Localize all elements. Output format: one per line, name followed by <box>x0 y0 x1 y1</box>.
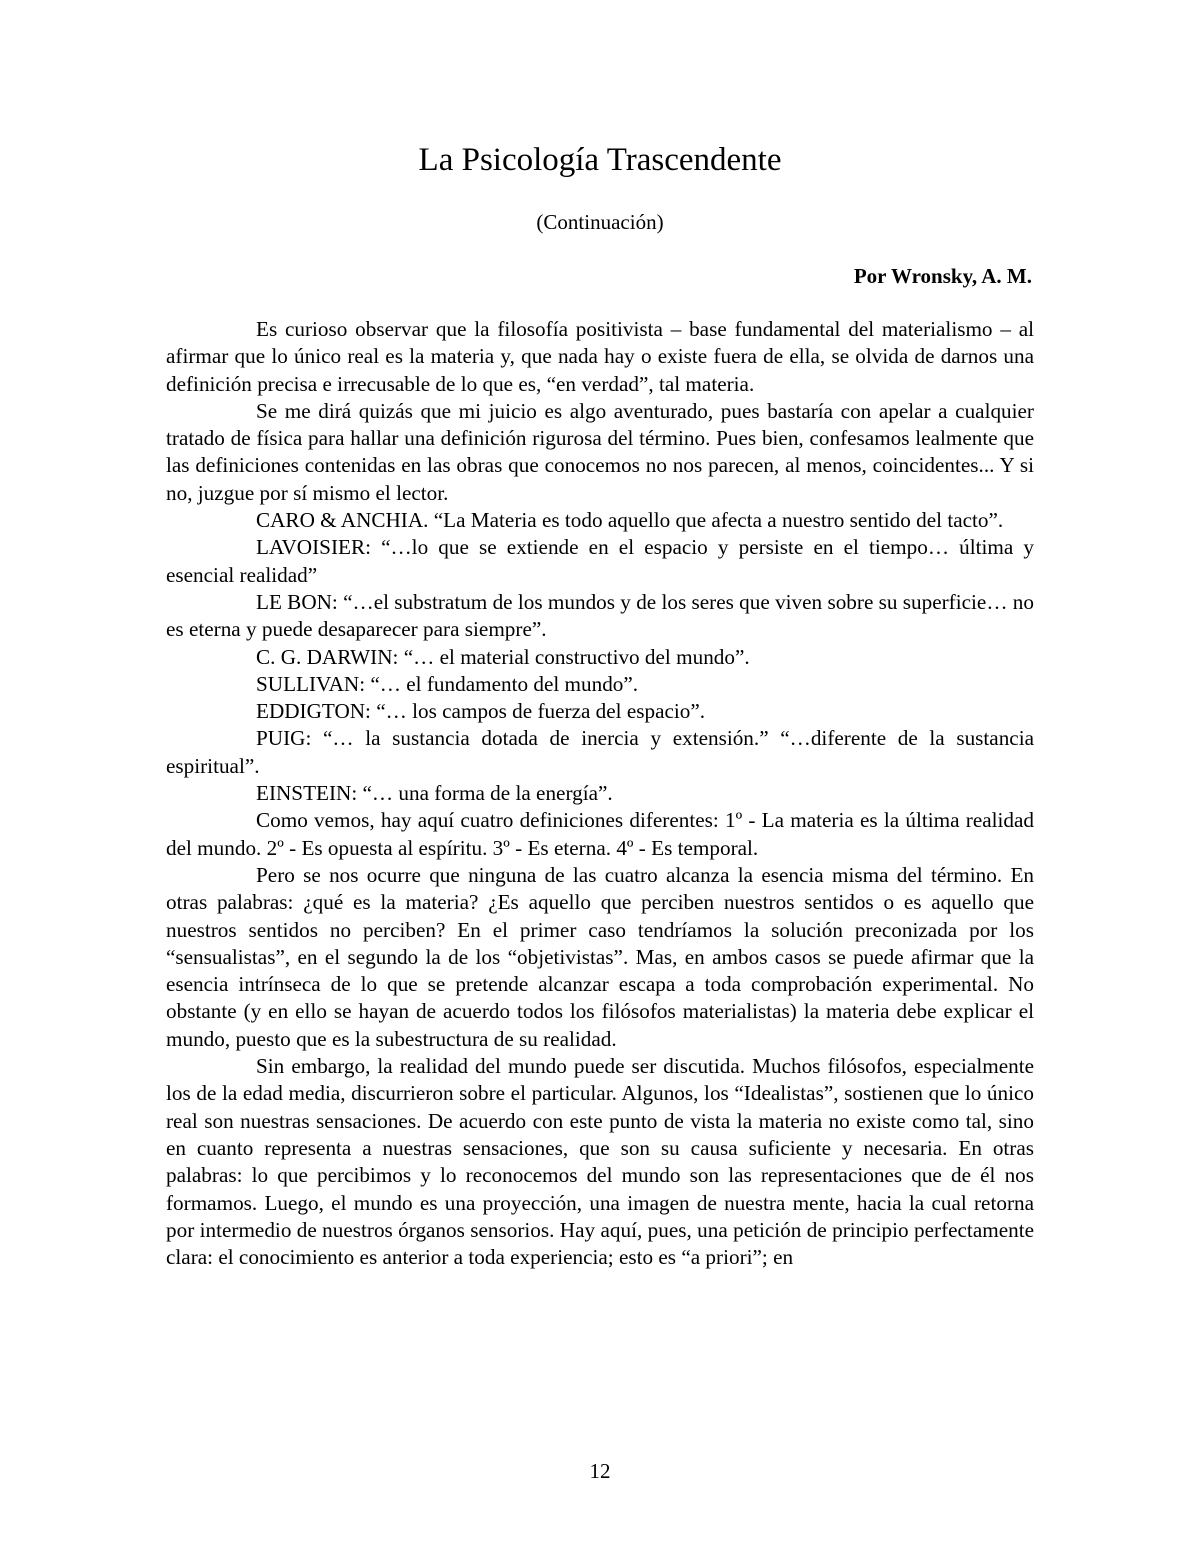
page-title: La Psicología Trascendente <box>418 142 782 178</box>
paragraph: PUIG: “… la sustancia dotada de inercia y extensión.” “…diferente de la sustancia espiritual”. <box>166 726 1034 778</box>
paragraph: Es curioso observar que la filosofía positivista – base fundamental del materialismo – al afirmar que lo único real es la materia y, que nada hay o existe fuera de ella, se olvida de darnos una definición precisa e irrecusable de lo que es, “en verdad”, tal materia. <box>166 317 1034 396</box>
paragraph: Sin embargo, la realidad del mundo puede ser discutida. Muchos filósofos, especialmente los de la edad media, discurrieron sobre el particular. Algunos, los “Idealistas”, sostienen que lo único real son nuestras sensaciones. De acuerdo con este punto de vista la materia no existe como tal, sino en cuanto representa a nuestras sensaciones, que son su causa suficiente y necesaria. En otras palabras: lo que percibimos y lo reconocemos del mundo son las representaciones que de él nos formamos. Luego, el mundo es una proyección, una imagen de nuestra mente, hacia la cual retorna por intermedio de nuestros órganos sensorios. Hay aquí, pues, una petición de principio perfectamente clara: el conocimiento es anterior a toda experiencia; esto es “a priori”; en <box>166 1054 1034 1270</box>
paragraph: C. G. DARWIN: “… el material constructivo del mundo”. <box>256 644 750 669</box>
page-subtitle: (Continuación) <box>536 210 664 234</box>
paragraph: Se me dirá quizás que mi juicio es algo aventurado, pues bastaría con apelar a cualquier tratado de física para hallar una definición rigurosa del término. Pues bien, confesamos lealmente que las definiciones contenidas en las obras que conocemos no nos parecen, al menos, coincidentes... Y si no, juzgue por sí mismo el lector. <box>166 398 1034 505</box>
author-byline: Por Wronsky, A. M. <box>853 264 1032 288</box>
paragraph: LE BON: “…el substratum de los mundos y de los seres que viven sobre su superficie… no es eterna y puede desaparecer para siempre”. <box>166 589 1034 642</box>
paragraph: Pero se nos ocurre que ninguna de las cuatro alcanza la esencia misma del término. En otras palabras: ¿qué es la materia? ¿Es aquello que perciben nuestros sentidos o es aquello que nuestros sentidos no perciben? En el primer caso tendríamos la solución preconizada por los “sensualistas”, en el segundo la de los “objetivistas”. Mas, en ambos casos se puede afirmar que la esencia intrínseca de lo que se pretende alcanzar escapa a toda comprobación experimental. No obstante (y en ello se hayan de acuerdo todos los filósofos materialistas) la materia debe explicar el mundo, puesto que es la subestructura de su realidad. <box>166 862 1034 1051</box>
paragraph: CARO & ANCHIA. “La Materia es todo aquello que afecta a nuestro sentido del tacto”. <box>256 508 1004 533</box>
paragraph: EDDIGTON: “… los campos de fuerza del espacio”. <box>256 699 706 724</box>
article-body <box>166 316 1034 1271</box>
paragraph: SULLIVAN: “… el fundamento del mundo”. <box>256 671 639 696</box>
page-number: 12 <box>589 1459 611 1483</box>
paragraph: EINSTEIN: “… una forma de la energía”. <box>256 781 613 806</box>
paragraph: Como vemos, hay aquí cuatro definiciones diferentes: 1º - La materia es la última realidad del mundo. 2º - Es opuesta al espíritu. 3º - Es eterna. 4º - Es temporal. <box>166 808 1034 860</box>
paragraph: LAVOISIER: “…lo que se extiende en el espacio y persiste en el tiempo… última y esencial realidad” <box>166 535 1034 587</box>
